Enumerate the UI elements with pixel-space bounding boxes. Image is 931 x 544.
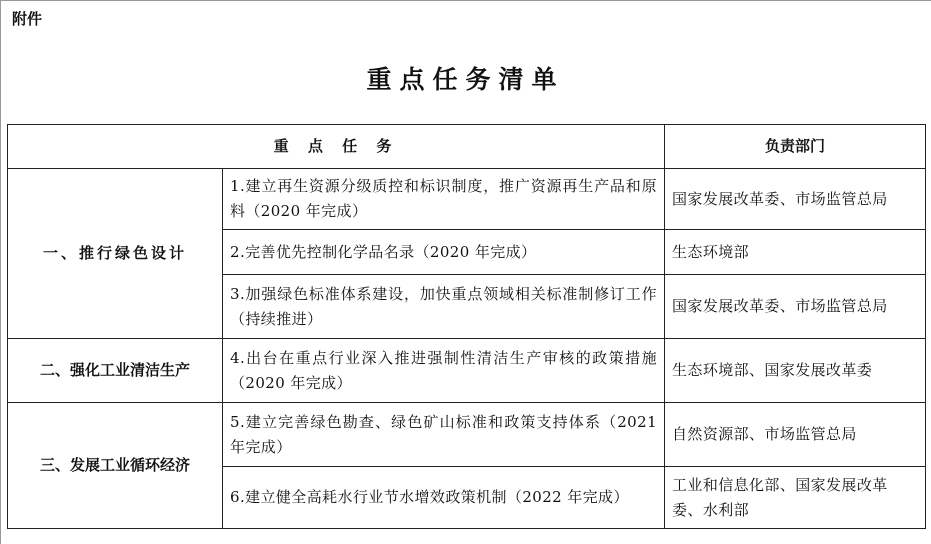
- category-cell: 一、推行绿色设计: [8, 169, 223, 339]
- page-border-top: [0, 0, 931, 1]
- task-cell: 2.完善优先控制化学品名录（2020 年完成）: [223, 230, 665, 275]
- table-row: [8, 169, 926, 230]
- department-cell: 自然资源部、市场监管总局: [665, 403, 926, 467]
- document-title: 重点任务清单: [366, 65, 565, 94]
- key-tasks-table: [7, 124, 926, 529]
- category-cell: 三、发展工业循环经济: [8, 403, 223, 529]
- task-cell: 3.加强绿色标准体系建设，加快重点领域相关标准制修订工作（持续推进）: [223, 275, 665, 339]
- task-cell: 1.建立再生资源分级质控和标识制度，推广资源再生产品和原料（2020 年完成）: [223, 169, 665, 230]
- table-header-row: [8, 125, 926, 169]
- task-cell: 5.建立完善绿色勘查、绿色矿山标准和政策支持体系（2021 年完成）: [223, 403, 665, 467]
- column-header-task: 重 点 任 务: [8, 125, 665, 169]
- table-row: [8, 339, 926, 403]
- attachment-label: 附件: [12, 10, 43, 28]
- department-cell: 生态环境部: [665, 230, 926, 275]
- department-cell: 生态环境部、国家发展改革委: [665, 339, 926, 403]
- task-cell: 6.建立健全高耗水行业节水增效政策机制（2022 年完成）: [223, 467, 665, 529]
- department-cell: 国家发展改革委、市场监管总局: [665, 169, 926, 230]
- task-cell: 4.出台在重点行业深入推进强制性清洁生产审核的政策措施（2020 年完成）: [223, 339, 665, 403]
- category-cell: 二、强化工业清洁生产: [8, 339, 223, 403]
- department-cell: 国家发展改革委、市场监管总局: [665, 275, 926, 339]
- table-row: [8, 403, 926, 467]
- department-cell: 工业和信息化部、国家发展改革委、水利部: [665, 467, 926, 529]
- column-header-department: 负责部门: [665, 125, 926, 169]
